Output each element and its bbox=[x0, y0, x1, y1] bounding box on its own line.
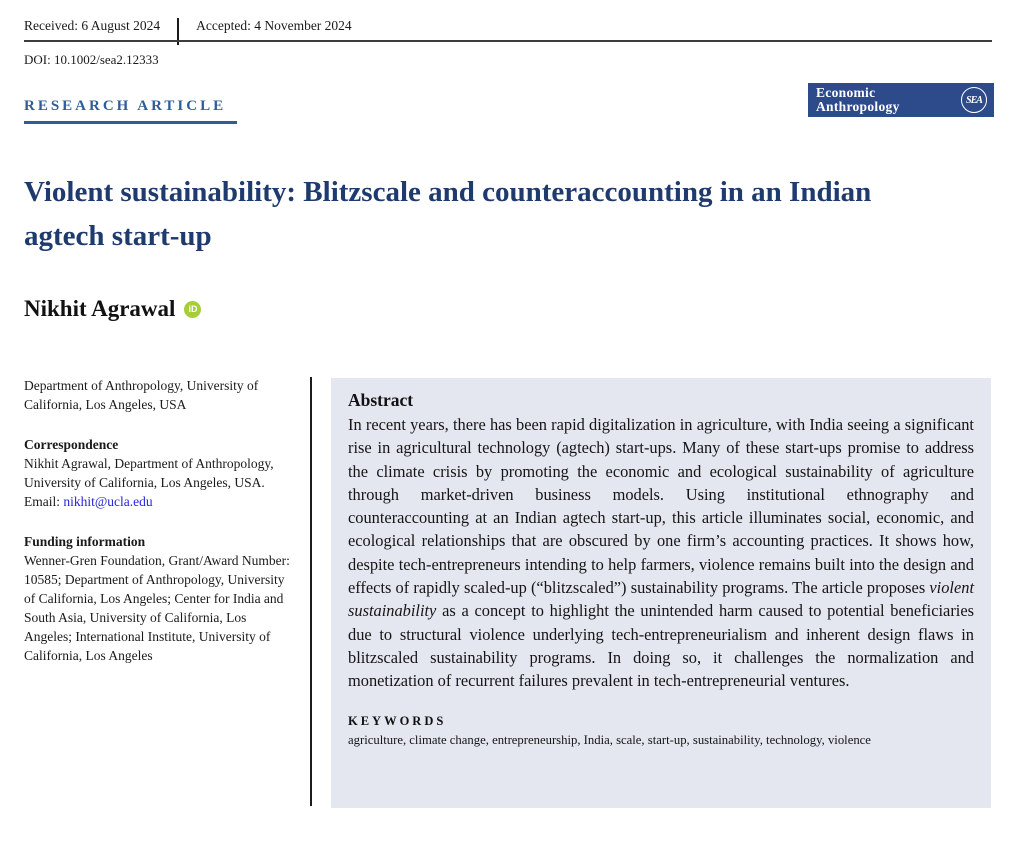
sea-society-logo-icon: SEA bbox=[961, 87, 987, 113]
article-type-underline bbox=[24, 121, 237, 124]
page-title: Violent sustainability: Blitzscale and counteraccounting in an Indian agtech start-up bbox=[24, 176, 872, 252]
journal-name-line2: Anthropology bbox=[816, 99, 900, 114]
email-link[interactable]: nikhit@ucla.edu bbox=[63, 494, 153, 509]
funding-heading: Funding information bbox=[24, 534, 146, 549]
abstract-italic-phrase: violent sustainability bbox=[348, 578, 974, 621]
keywords-heading: KEYWORDS bbox=[348, 713, 447, 728]
abstract-paragraph bbox=[348, 413, 974, 693]
funding-body: Wenner-Gren Foundation, Grant/Award Number: 10585; Department of Anthropology, University of California, Los Angeles; Center for India and South Asia, University of California, Los Angeles; International Institute, University of California, Los Angeles bbox=[24, 553, 290, 663]
keywords-list: agriculture, climate change, entrepreneurship, India, scale, start-up, sustainability, technology, violence bbox=[348, 732, 871, 747]
left-info-column bbox=[24, 376, 296, 665]
article-type-label: RESEARCH ARTICLE bbox=[24, 98, 227, 114]
correspondence-heading: Correspondence bbox=[24, 437, 119, 452]
orcid-icon[interactable]: iD bbox=[184, 301, 201, 318]
abstract-panel bbox=[331, 378, 991, 808]
submission-meta bbox=[24, 12, 352, 39]
email-label: Email: bbox=[24, 494, 64, 509]
doi-text: DOI: 10.1002/sea2.12333 bbox=[24, 52, 159, 67]
accepted-date: Accepted: 4 November 2024 bbox=[196, 17, 352, 33]
correspondence-text: Nikhit Agrawal, Department of Anthropology, University of California, Los Angeles, USA. bbox=[24, 456, 274, 490]
abstract-part2: as a concept to highlight the unintended harm caused to potential beneficiaries due to structural violence underlying tech-entrepreneurialism and inherent design flaws in blitzscaled sustainability programs. In doing so, it challenges the normalization and monetization of recurrent failures prevalent in tech-entrepreneurial ventures. bbox=[348, 601, 974, 691]
abstract-part1: In recent years, there has been rapid digitalization in agriculture, with India seeing a significant rise in agricultural technology (agtech) start-ups. Many of these start-ups promise to address the climate crisis by promoting the economic and ecological sustainability of agriculture through market-driven business models. Using institutional ethnography and counteraccounting at an Indian agtech start-up, this article illuminates social, economic, and ecological relationships that are obscured by one firm’s accounting practices. It shows how, despite tech-entrepreneurs intending to help farmers, violence remains built into the design and effects of rapidly scaled-up (“blitzscaled”) sustainability programs. The article proposes bbox=[348, 415, 974, 598]
affiliation-text: Department of Anthropology, University of California, Los Angeles, USA bbox=[24, 378, 259, 412]
received-date: Received: 6 August 2024 bbox=[24, 17, 161, 33]
correspondence-body bbox=[24, 454, 296, 511]
column-divider bbox=[310, 377, 312, 806]
journal-name-line1: Economic bbox=[816, 84, 876, 100]
author-row bbox=[24, 296, 201, 322]
email-line bbox=[24, 492, 296, 511]
author-name: Nikhit Agrawal bbox=[24, 296, 176, 321]
journal-name bbox=[816, 86, 961, 115]
header-rule bbox=[24, 40, 992, 42]
journal-banner bbox=[808, 83, 994, 117]
abstract-heading: Abstract bbox=[348, 390, 414, 410]
